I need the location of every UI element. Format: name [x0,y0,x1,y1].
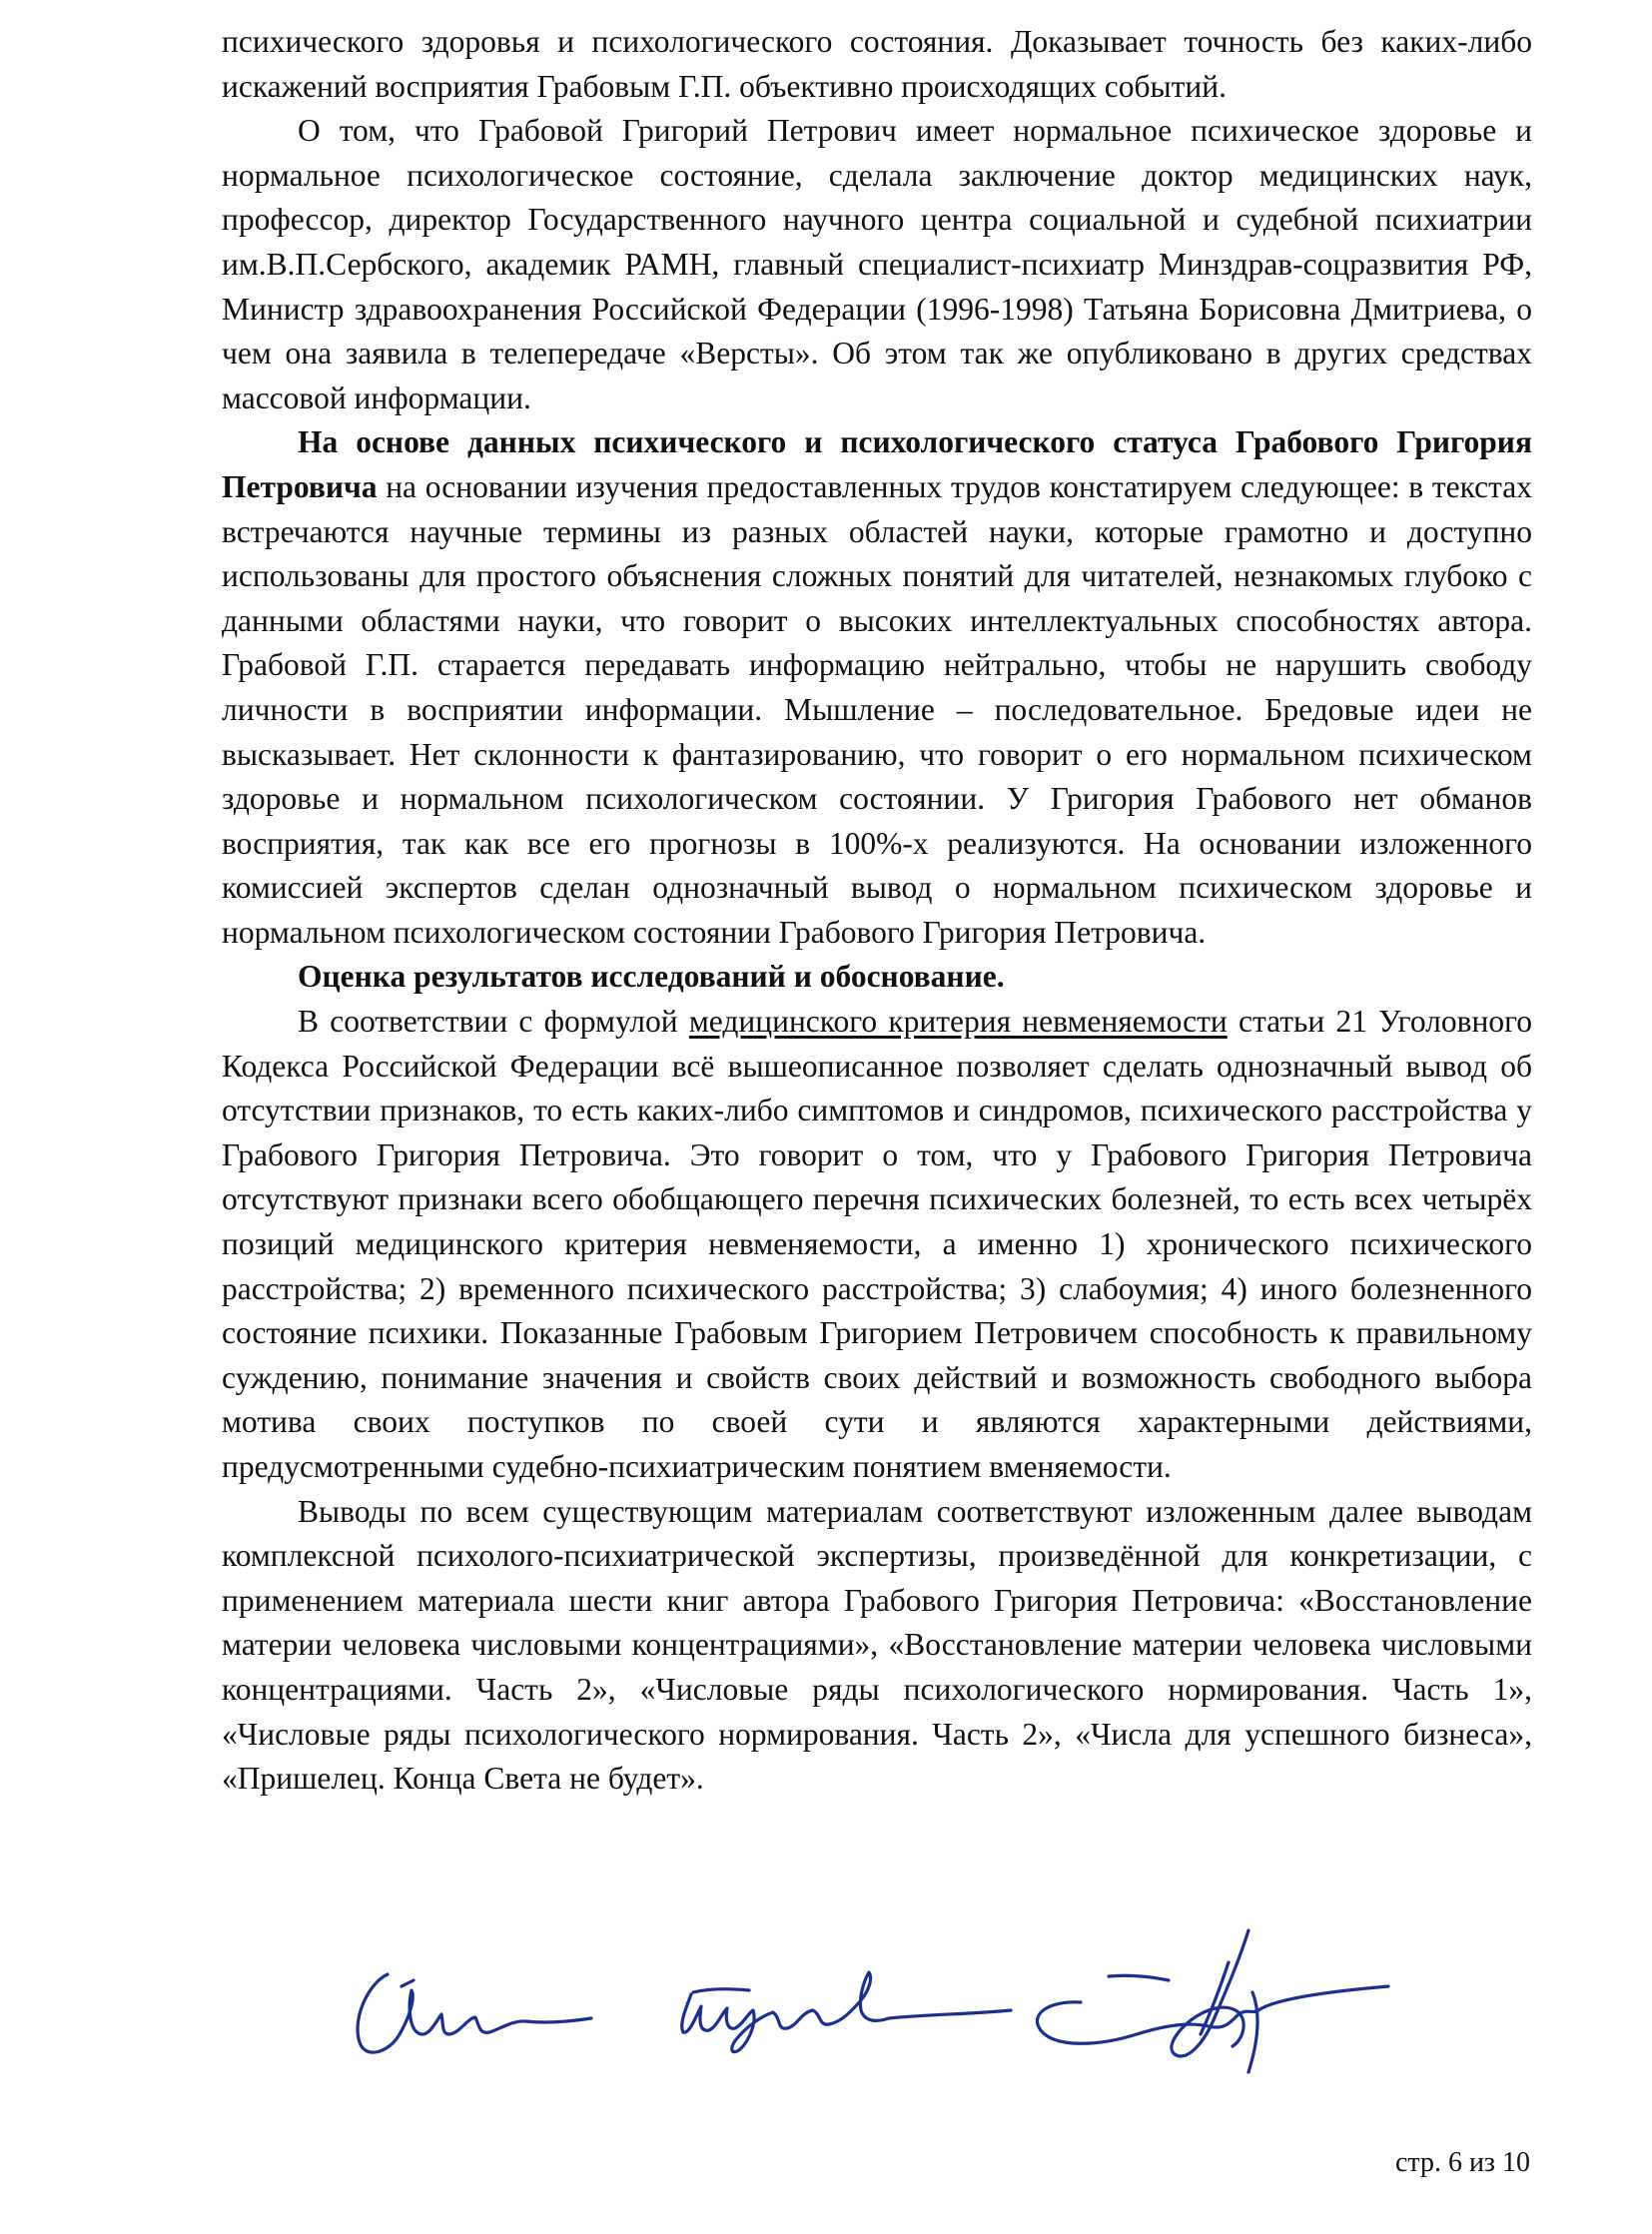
signature-third [1037,1930,1388,2072]
paragraph-continuation: психического здоровья и психологического состояния. Доказывает точность без каких-либо искажений восприятия Грабовым Г.П. объективно происходящих событий. [222,24,1532,104]
underlined-term: медицинского критерия невменяемости [688,1004,1228,1040]
signatures-svg [330,1922,1428,2082]
signatures-area [330,1922,1428,2082]
paragraph-criminal-code-rest: статьи 21 Уголовного Кодекса Российской Федерации всё вышеописанное позволяет сделать однозначный вывод об отсутствии признаков, то есть каких-либо симптомов и синдромов, психического расстройства у Грабового Григория Петровича. Это говорит о том, что у Грабового Григория Петровича отсутствуют признаки всего обобщающего перечня психических болезней, то есть всех четырёх позиций медицинского критерия невменяемости, а именно 1) хронического психического расстройства; 2) временного психического расстройства; 3) слабоумия; 4) иного болезненного состояние психики. Показанные Грабовым Григорием Петровичем способность к правильному суждению, понимание значения и свойств своих действий и возможность свободного выбора мотива своих поступков по своей сути и являются характерными действиями, предусмотренными судебно-психиатрическим понятием вменяемости. [222,1004,1532,1484]
paragraph-status-findings [222,420,1532,955]
page-number: стр. 6 из 10 [1394,2147,1530,2178]
paragraph-conclusions-books: Выводы по всем существующим материалам соответствуют изложенным далее выводам комплексной психолого-психиатрической экспертизы, произведённой для конкретизации, с применением материала шести книг автора Грабового Григория Петровича: «Восстановление материи человека числовыми концентрациями», «Восстановление материи человека числовыми концентрациями. Часть 2», «Числовые ряды психологического нормирования. Часть 1», «Числовые ряды психологического нормирования. Часть 2», «Числа для успешного бизнеса», «Пришелец. Конца Света не будет». [222,1493,1532,1797]
paragraph-criminal-code [222,1000,1532,1490]
paragraph-dmitrieva-conclusion: О том, что Грабовой Григорий Петрович имеет нормальное психическое здоровье и нормальное психологическое состояние, сделала заключение доктор медицинских наук, профессор, директор Государственного научного центра социальной и судебной психиатрии им.В.П.Сербского, академик РАМН, главный специалист-психиатр Минздрав-соцразвития РФ, Министр здравоохранения Российской Федерации (1996-1998) Татьяна Борисовна Дмитриева, о чем она заявила в телепередаче «Версты». Об этом так же опубликовано в других средствах массовой информации. [222,113,1532,415]
section-heading-text: Оценка результатов исследований и обоснование. [298,959,1005,995]
document-body [222,20,1532,1802]
signature-first [358,1974,591,2052]
paragraph-status-text: на основании изучения предоставленных трудов констатируем следующее: в текстах встречаются научные термины из разных областей науки, которые грамотно и доступно использованы для простого объяснения сложных понятий для читателей, незнакомых глубоко с данными областями науки, что говорит о высоких интеллектуальных способностях автора. Грабовой Г.П. старается передавать информацию нейтрально, чтобы не нарушить свободу личности в восприятии информации. Мышление – последовательное. Бредовые идеи не высказывает. Нет склонности к фантазированию, что говорит о его нормальном психическом здоровье и нормальном психологическом состоянии. У Григория Грабового нет обманов восприятия, так как все его прогнозы в 100%-х реализуются. На основании изложенного комиссией экспертов сделан однозначный вывод о нормальном психическом здоровье и нормальном психологическом состоянии Грабового Григория Петровича. [222,468,1532,950]
paragraph-criminal-code-start: В соответствии с формулой [298,1004,689,1040]
signature-second [682,1972,1011,2052]
section-heading [222,955,1532,1000]
paragraph-bold-lead: На основе данных психического и психологического статуса Грабового Григория Петровича [222,424,1532,504]
